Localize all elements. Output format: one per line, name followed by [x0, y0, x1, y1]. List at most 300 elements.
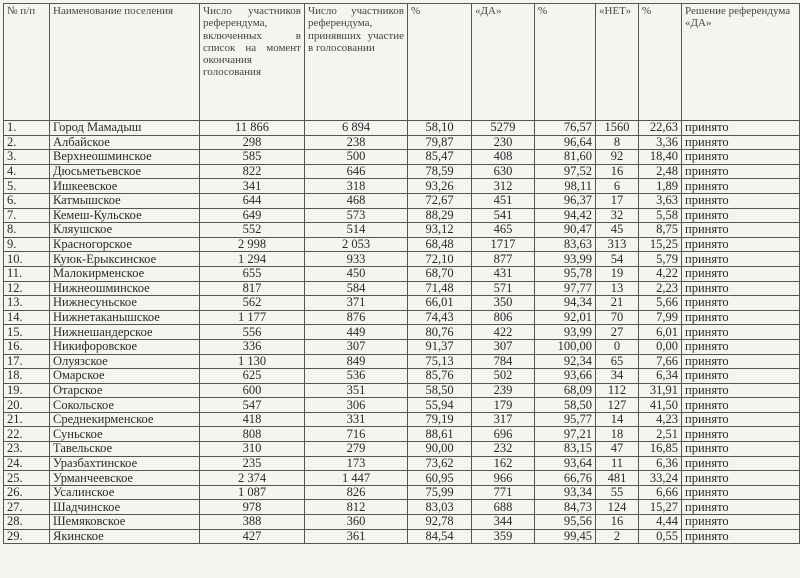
decision-cell: принято	[682, 500, 800, 515]
header-no-pct: %	[639, 4, 682, 121]
no-count-cell: 481	[596, 471, 639, 486]
participated-count-cell: 468	[305, 193, 408, 208]
turnout-pct-cell: 88,29	[408, 208, 472, 223]
included-count-cell: 336	[200, 339, 305, 354]
yes-count-cell: 350	[472, 296, 535, 311]
yes-pct-cell: 93,99	[535, 252, 596, 267]
table-row	[4, 412, 800, 427]
included-count-cell: 2 374	[200, 471, 305, 486]
included-count-cell: 644	[200, 193, 305, 208]
table-row	[4, 325, 800, 340]
table-row	[4, 354, 800, 369]
yes-pct-cell: 93,64	[535, 456, 596, 471]
turnout-pct-cell: 93,26	[408, 179, 472, 194]
decision-cell: принято	[682, 310, 800, 325]
included-count-cell: 585	[200, 150, 305, 165]
no-count-cell: 16	[596, 164, 639, 179]
no-count-cell: 21	[596, 296, 639, 311]
settlement-name-cell: Никифоровское	[50, 339, 200, 354]
turnout-pct-cell: 79,19	[408, 412, 472, 427]
row-num-cell: 20.	[4, 398, 50, 413]
table-row	[4, 296, 800, 311]
settlement-name-cell: Шемяковское	[50, 515, 200, 530]
participated-count-cell: 514	[305, 223, 408, 238]
yes-pct-cell: 90,47	[535, 223, 596, 238]
settlement-name-cell: Олуязское	[50, 354, 200, 369]
no-pct-cell: 15,25	[639, 237, 682, 252]
row-num-cell: 18.	[4, 369, 50, 384]
participated-count-cell: 826	[305, 485, 408, 500]
row-num-cell: 22.	[4, 427, 50, 442]
table-row	[4, 121, 800, 136]
yes-count-cell: 162	[472, 456, 535, 471]
no-count-cell: 55	[596, 485, 639, 500]
turnout-pct-cell: 74,43	[408, 310, 472, 325]
no-count-cell: 13	[596, 281, 639, 296]
table-row	[4, 266, 800, 281]
participated-count-cell: 331	[305, 412, 408, 427]
no-pct-cell: 5,79	[639, 252, 682, 267]
settlement-name-cell: Шадчинское	[50, 500, 200, 515]
no-pct-cell: 16,85	[639, 442, 682, 457]
no-pct-cell: 6,01	[639, 325, 682, 340]
no-pct-cell: 5,58	[639, 208, 682, 223]
yes-count-cell: 408	[472, 150, 535, 165]
no-pct-cell: 6,66	[639, 485, 682, 500]
header-decision: Решение референдума «ДА»	[682, 4, 800, 121]
table-row	[4, 398, 800, 413]
decision-cell: принято	[682, 383, 800, 398]
no-pct-cell: 4,22	[639, 266, 682, 281]
turnout-pct-cell: 91,37	[408, 339, 472, 354]
yes-pct-cell: 68,09	[535, 383, 596, 398]
row-num-cell: 23.	[4, 442, 50, 457]
decision-cell: принято	[682, 412, 800, 427]
table-row	[4, 237, 800, 252]
row-num-cell: 28.	[4, 515, 50, 530]
included-count-cell: 808	[200, 427, 305, 442]
decision-cell: принято	[682, 296, 800, 311]
no-pct-cell: 4,23	[639, 412, 682, 427]
no-count-cell: 1560	[596, 121, 639, 136]
header-yes-pct: %	[535, 4, 596, 121]
yes-count-cell: 1717	[472, 237, 535, 252]
no-count-cell: 112	[596, 383, 639, 398]
no-pct-cell: 6,36	[639, 456, 682, 471]
row-num-cell: 27.	[4, 500, 50, 515]
turnout-pct-cell: 68,48	[408, 237, 472, 252]
turnout-pct-cell: 92,78	[408, 515, 472, 530]
table-row	[4, 485, 800, 500]
yes-pct-cell: 83,63	[535, 237, 596, 252]
yes-pct-cell: 95,56	[535, 515, 596, 530]
decision-cell: принято	[682, 252, 800, 267]
decision-cell: принято	[682, 456, 800, 471]
table-row	[4, 471, 800, 486]
header-num: № п/п	[4, 4, 50, 121]
header-participated: Число участников референдума, принявших участие в голосовании	[305, 4, 408, 121]
participated-count-cell: 307	[305, 339, 408, 354]
turnout-pct-cell: 73,62	[408, 456, 472, 471]
decision-cell: принято	[682, 193, 800, 208]
row-num-cell: 29.	[4, 529, 50, 544]
participated-count-cell: 238	[305, 135, 408, 150]
yes-pct-cell: 94,42	[535, 208, 596, 223]
row-num-cell: 2.	[4, 135, 50, 150]
settlement-name-cell: Нижнешандерское	[50, 325, 200, 340]
included-count-cell: 1 087	[200, 485, 305, 500]
decision-cell: принято	[682, 121, 800, 136]
no-count-cell: 92	[596, 150, 639, 165]
yes-count-cell: 239	[472, 383, 535, 398]
row-num-cell: 6.	[4, 193, 50, 208]
settlement-name-cell: Катмышское	[50, 193, 200, 208]
yes-count-cell: 179	[472, 398, 535, 413]
included-count-cell: 547	[200, 398, 305, 413]
turnout-pct-cell: 58,10	[408, 121, 472, 136]
yes-count-cell: 230	[472, 135, 535, 150]
no-pct-cell: 6,34	[639, 369, 682, 384]
turnout-pct-cell: 79,87	[408, 135, 472, 150]
included-count-cell: 310	[200, 442, 305, 457]
no-count-cell: 32	[596, 208, 639, 223]
turnout-pct-cell: 75,13	[408, 354, 472, 369]
settlement-name-cell: Отарское	[50, 383, 200, 398]
decision-cell: принято	[682, 515, 800, 530]
row-num-cell: 19.	[4, 383, 50, 398]
yes-count-cell: 784	[472, 354, 535, 369]
yes-pct-cell: 58,50	[535, 398, 596, 413]
included-count-cell: 341	[200, 179, 305, 194]
settlement-name-cell: Уразбахтинское	[50, 456, 200, 471]
row-num-cell: 1.	[4, 121, 50, 136]
decision-cell: принято	[682, 369, 800, 384]
turnout-pct-cell: 55,94	[408, 398, 472, 413]
no-count-cell: 14	[596, 412, 639, 427]
settlement-name-cell: Урманчеевское	[50, 471, 200, 486]
included-count-cell: 655	[200, 266, 305, 281]
table-row	[4, 529, 800, 544]
no-count-cell: 11	[596, 456, 639, 471]
included-count-cell: 556	[200, 325, 305, 340]
table-row	[4, 515, 800, 530]
turnout-pct-cell: 80,76	[408, 325, 472, 340]
yes-pct-cell: 93,34	[535, 485, 596, 500]
participated-count-cell: 173	[305, 456, 408, 471]
settlement-name-cell: Нижнетаканышское	[50, 310, 200, 325]
header-yes: «ДА»	[472, 4, 535, 121]
turnout-pct-cell: 90,00	[408, 442, 472, 457]
decision-cell: принято	[682, 223, 800, 238]
participated-count-cell: 876	[305, 310, 408, 325]
turnout-pct-cell: 93,12	[408, 223, 472, 238]
yes-count-cell: 431	[472, 266, 535, 281]
table-row	[4, 179, 800, 194]
settlement-name-cell: Верхнеошминское	[50, 150, 200, 165]
table-row	[4, 223, 800, 238]
row-num-cell: 14.	[4, 310, 50, 325]
settlement-name-cell: Кемеш-Кульское	[50, 208, 200, 223]
table-row	[4, 369, 800, 384]
yes-pct-cell: 96,64	[535, 135, 596, 150]
included-count-cell: 11 866	[200, 121, 305, 136]
yes-pct-cell: 84,73	[535, 500, 596, 515]
turnout-pct-cell: 88,61	[408, 427, 472, 442]
participated-count-cell: 371	[305, 296, 408, 311]
row-num-cell: 16.	[4, 339, 50, 354]
yes-count-cell: 451	[472, 193, 535, 208]
settlement-name-cell: Нижнесуньское	[50, 296, 200, 311]
included-count-cell: 388	[200, 515, 305, 530]
settlement-name-cell: Ишкеевское	[50, 179, 200, 194]
row-num-cell: 17.	[4, 354, 50, 369]
no-count-cell: 45	[596, 223, 639, 238]
decision-cell: принято	[682, 281, 800, 296]
settlement-name-cell: Тавельское	[50, 442, 200, 457]
included-count-cell: 822	[200, 164, 305, 179]
row-num-cell: 4.	[4, 164, 50, 179]
participated-count-cell: 584	[305, 281, 408, 296]
table-row	[4, 310, 800, 325]
included-count-cell: 418	[200, 412, 305, 427]
yes-count-cell: 877	[472, 252, 535, 267]
row-num-cell: 9.	[4, 237, 50, 252]
yes-count-cell: 571	[472, 281, 535, 296]
row-num-cell: 11.	[4, 266, 50, 281]
header-name: Наименование поселения	[50, 4, 200, 121]
row-num-cell: 13.	[4, 296, 50, 311]
table-row	[4, 135, 800, 150]
no-count-cell: 0	[596, 339, 639, 354]
yes-count-cell: 541	[472, 208, 535, 223]
participated-count-cell: 318	[305, 179, 408, 194]
no-count-cell: 6	[596, 179, 639, 194]
no-pct-cell: 33,24	[639, 471, 682, 486]
yes-count-cell: 465	[472, 223, 535, 238]
table-row	[4, 150, 800, 165]
turnout-pct-cell: 72,10	[408, 252, 472, 267]
yes-pct-cell: 95,78	[535, 266, 596, 281]
turnout-pct-cell: 75,99	[408, 485, 472, 500]
participated-count-cell: 536	[305, 369, 408, 384]
no-pct-cell: 7,99	[639, 310, 682, 325]
settlement-name-cell: Албайское	[50, 135, 200, 150]
row-num-cell: 25.	[4, 471, 50, 486]
settlement-name-cell: Среднекирменское	[50, 412, 200, 427]
participated-count-cell: 500	[305, 150, 408, 165]
settlement-name-cell: Якинское	[50, 529, 200, 544]
no-count-cell: 313	[596, 237, 639, 252]
participated-count-cell: 812	[305, 500, 408, 515]
decision-cell: принято	[682, 354, 800, 369]
no-pct-cell: 7,66	[639, 354, 682, 369]
yes-pct-cell: 97,52	[535, 164, 596, 179]
yes-count-cell: 688	[472, 500, 535, 515]
no-pct-cell: 31,91	[639, 383, 682, 398]
turnout-pct-cell: 78,59	[408, 164, 472, 179]
participated-count-cell: 933	[305, 252, 408, 267]
turnout-pct-cell: 84,54	[408, 529, 472, 544]
no-pct-cell: 22,63	[639, 121, 682, 136]
row-num-cell: 21.	[4, 412, 50, 427]
included-count-cell: 552	[200, 223, 305, 238]
participated-count-cell: 573	[305, 208, 408, 223]
participated-count-cell: 6 894	[305, 121, 408, 136]
included-count-cell: 1 177	[200, 310, 305, 325]
header-row	[4, 4, 800, 121]
header-included: Число участников референдума, включенных в список на момент окончания голосования	[200, 4, 305, 121]
turnout-pct-cell: 58,50	[408, 383, 472, 398]
decision-cell: принято	[682, 485, 800, 500]
no-count-cell: 47	[596, 442, 639, 457]
yes-count-cell: 317	[472, 412, 535, 427]
settlement-name-cell: Усалинское	[50, 485, 200, 500]
participated-count-cell: 449	[305, 325, 408, 340]
table-row	[4, 252, 800, 267]
no-pct-cell: 2,23	[639, 281, 682, 296]
no-count-cell: 8	[596, 135, 639, 150]
table-row	[4, 281, 800, 296]
table-row	[4, 456, 800, 471]
yes-pct-cell: 100,00	[535, 339, 596, 354]
included-count-cell: 1 130	[200, 354, 305, 369]
no-count-cell: 27	[596, 325, 639, 340]
settlement-name-cell: Малокирменское	[50, 266, 200, 281]
yes-count-cell: 232	[472, 442, 535, 457]
no-pct-cell: 3,36	[639, 135, 682, 150]
settlement-name-cell: Дюсьметьевское	[50, 164, 200, 179]
turnout-pct-cell: 68,70	[408, 266, 472, 281]
yes-count-cell: 630	[472, 164, 535, 179]
decision-cell: принято	[682, 164, 800, 179]
no-pct-cell: 1,89	[639, 179, 682, 194]
participated-count-cell: 716	[305, 427, 408, 442]
yes-count-cell: 502	[472, 369, 535, 384]
no-count-cell: 65	[596, 354, 639, 369]
included-count-cell: 625	[200, 369, 305, 384]
yes-pct-cell: 96,37	[535, 193, 596, 208]
included-count-cell: 2 998	[200, 237, 305, 252]
yes-count-cell: 422	[472, 325, 535, 340]
participated-count-cell: 450	[305, 266, 408, 281]
participated-count-cell: 351	[305, 383, 408, 398]
settlement-name-cell: Нижнеошминское	[50, 281, 200, 296]
no-pct-cell: 4,44	[639, 515, 682, 530]
no-count-cell: 16	[596, 515, 639, 530]
no-pct-cell: 18,40	[639, 150, 682, 165]
participated-count-cell: 646	[305, 164, 408, 179]
table-row	[4, 383, 800, 398]
no-count-cell: 2	[596, 529, 639, 544]
decision-cell: принято	[682, 325, 800, 340]
participated-count-cell: 849	[305, 354, 408, 369]
turnout-pct-cell: 60,95	[408, 471, 472, 486]
yes-count-cell: 359	[472, 529, 535, 544]
yes-count-cell: 696	[472, 427, 535, 442]
participated-count-cell: 361	[305, 529, 408, 544]
no-pct-cell: 8,75	[639, 223, 682, 238]
settlement-name-cell: Сокольское	[50, 398, 200, 413]
turnout-pct-cell: 85,76	[408, 369, 472, 384]
no-pct-cell: 41,50	[639, 398, 682, 413]
yes-pct-cell: 94,34	[535, 296, 596, 311]
table-body	[4, 121, 800, 544]
turnout-pct-cell: 71,48	[408, 281, 472, 296]
included-count-cell: 562	[200, 296, 305, 311]
yes-pct-cell: 66,76	[535, 471, 596, 486]
row-num-cell: 8.	[4, 223, 50, 238]
yes-count-cell: 771	[472, 485, 535, 500]
included-count-cell: 427	[200, 529, 305, 544]
no-count-cell: 34	[596, 369, 639, 384]
included-count-cell: 978	[200, 500, 305, 515]
row-num-cell: 15.	[4, 325, 50, 340]
no-count-cell: 18	[596, 427, 639, 442]
header-no: «НЕТ»	[596, 4, 639, 121]
participated-count-cell: 279	[305, 442, 408, 457]
yes-pct-cell: 95,77	[535, 412, 596, 427]
row-num-cell: 10.	[4, 252, 50, 267]
decision-cell: принято	[682, 179, 800, 194]
row-num-cell: 12.	[4, 281, 50, 296]
settlement-name-cell: Город Мамадыш	[50, 121, 200, 136]
included-count-cell: 235	[200, 456, 305, 471]
decision-cell: принято	[682, 150, 800, 165]
row-num-cell: 5.	[4, 179, 50, 194]
no-count-cell: 70	[596, 310, 639, 325]
decision-cell: принято	[682, 266, 800, 281]
table-row	[4, 193, 800, 208]
turnout-pct-cell: 66,01	[408, 296, 472, 311]
yes-pct-cell: 93,66	[535, 369, 596, 384]
no-pct-cell: 3,63	[639, 193, 682, 208]
yes-pct-cell: 97,77	[535, 281, 596, 296]
yes-count-cell: 806	[472, 310, 535, 325]
decision-cell: принято	[682, 442, 800, 457]
referendum-results-table	[3, 3, 800, 544]
yes-pct-cell: 76,57	[535, 121, 596, 136]
no-count-cell: 54	[596, 252, 639, 267]
yes-pct-cell: 99,45	[535, 529, 596, 544]
decision-cell: принято	[682, 208, 800, 223]
table-row	[4, 442, 800, 457]
included-count-cell: 298	[200, 135, 305, 150]
settlement-name-cell: Куюк-Ерыксинское	[50, 252, 200, 267]
yes-pct-cell: 92,01	[535, 310, 596, 325]
table-row	[4, 500, 800, 515]
included-count-cell: 1 294	[200, 252, 305, 267]
decision-cell: принято	[682, 135, 800, 150]
no-pct-cell: 5,66	[639, 296, 682, 311]
row-num-cell: 3.	[4, 150, 50, 165]
yes-pct-cell: 81,60	[535, 150, 596, 165]
settlement-name-cell: Суньское	[50, 427, 200, 442]
decision-cell: принято	[682, 339, 800, 354]
settlement-name-cell: Красногорское	[50, 237, 200, 252]
included-count-cell: 817	[200, 281, 305, 296]
table-row	[4, 208, 800, 223]
row-num-cell: 26.	[4, 485, 50, 500]
no-count-cell: 17	[596, 193, 639, 208]
turnout-pct-cell: 83,03	[408, 500, 472, 515]
no-pct-cell: 2,48	[639, 164, 682, 179]
decision-cell: принято	[682, 398, 800, 413]
no-count-cell: 124	[596, 500, 639, 515]
decision-cell: принято	[682, 529, 800, 544]
no-pct-cell: 2,51	[639, 427, 682, 442]
no-count-cell: 19	[596, 266, 639, 281]
yes-count-cell: 966	[472, 471, 535, 486]
